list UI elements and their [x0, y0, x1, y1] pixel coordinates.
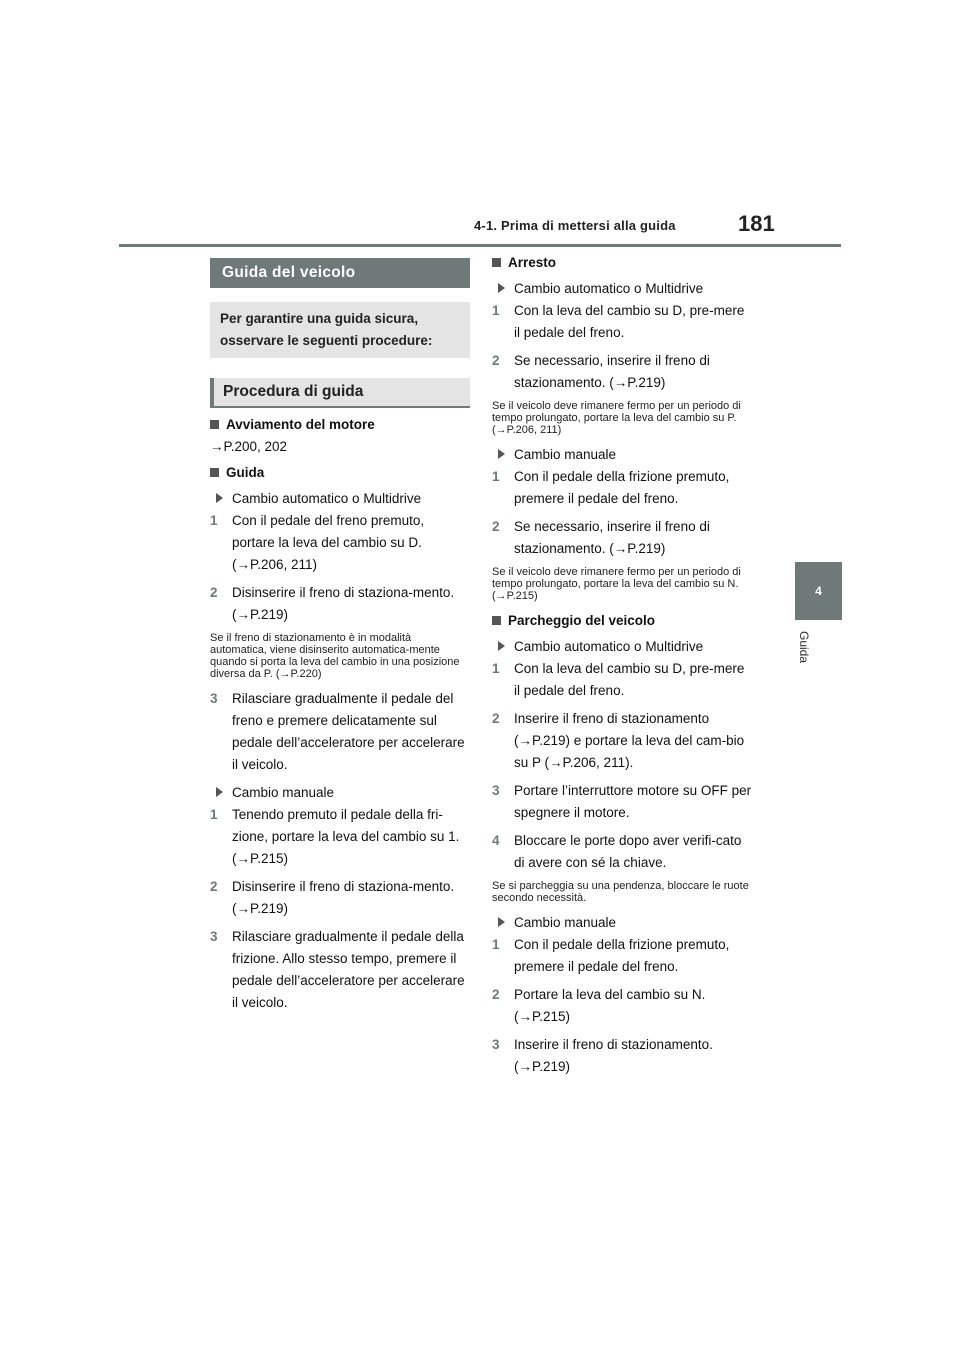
intro-box: Per garantire una guida sicura, osservare le seguenti procedure: — [210, 302, 470, 358]
step: 1 Con il pedale della frizione premuto, premere il pedale del freno. — [492, 937, 730, 974]
triangle-bullet-icon — [498, 283, 505, 293]
page-number: 181 — [738, 211, 775, 236]
step: 2 Disinserire il freno di staziona-mento. (→P.219) — [210, 879, 455, 916]
left-column — [210, 258, 470, 1014]
label-manual: Cambio manuale — [492, 912, 752, 934]
triangle-bullet-icon — [216, 493, 223, 503]
triangle-bullet-icon — [498, 641, 505, 651]
sub-heading: Procedura di guida — [210, 378, 470, 408]
step: 4 Bloccare le porte dopo aver verifi-cato di avere con sé la chiave. — [492, 833, 742, 870]
step: 2 Se necessario, inserire il freno di stazionamento. (→P.219) — [492, 519, 710, 556]
chapter-label: Guida — [797, 631, 811, 664]
step: 2 Se necessario, inserire il freno di stazionamento. (→P.219) — [492, 353, 710, 390]
note: Se il veicolo deve rimanere fermo per un periodo di tempo prolungato, portare la leva del cambio su P. (→P.206, 211) — [492, 400, 741, 436]
header-rule — [119, 244, 841, 247]
right-column — [492, 252, 752, 1078]
square-bullet-icon — [210, 420, 219, 429]
ref-avviamento: →P.200, 202 — [210, 439, 288, 454]
step: 3 Inserire il freno di stazionamento. (→P.219) — [492, 1037, 713, 1074]
note: Se il freno di stazionamento è in modalità automatica, viene disinserito automatica-mente quando si porta la leva del cambio in una posizione diversa da P. (→P.220) — [210, 632, 460, 680]
section-title: 4-1. Prima di mettersi alla guida — [474, 218, 676, 233]
heading-avviamento: Avviamento del motore — [210, 414, 470, 436]
step: 1 Con il pedale del freno premuto, portare la leva del cambio su D. (→P.206, 211) — [210, 513, 425, 572]
square-bullet-icon — [210, 468, 219, 477]
triangle-bullet-icon — [498, 449, 505, 459]
step: 1 Tenendo premuto il pedale della fri-zione, portare la leva del cambio su 1. (→P.215) — [210, 807, 460, 866]
step: 3 Portare l’interruttore motore su OFF per spegnere il motore. — [492, 783, 752, 820]
step: 2 Inserire il freno di stazionamento (→P.219) e portare la leva del cam-bio su P (→P.206, 211). — [492, 711, 745, 770]
label-manual: Cambio manuale — [210, 782, 470, 804]
step: 3 Rilasciare gradualmente il pedale della frizione. Allo stesso tempo, premere il pedale dell’acceleratore per accelerare il veicolo. — [210, 929, 465, 1010]
step: 2 Portare la leva del cambio su N. (→P.215) — [492, 987, 706, 1024]
triangle-bullet-icon — [498, 917, 505, 927]
label-auto: Cambio automatico o Multidrive — [210, 488, 470, 510]
triangle-bullet-icon — [216, 787, 223, 797]
step: 1 Con la leva del cambio su D, pre-mere il pedale del freno. — [492, 661, 745, 698]
step: 3 Rilasciare gradualmente il pedale del freno e premere delicatamente sul pedale dell’acceleratore per accelerare il veicolo. — [210, 691, 465, 772]
square-bullet-icon — [492, 258, 501, 267]
heading-guida: Guida — [210, 462, 470, 484]
label-manual: Cambio manuale — [492, 444, 752, 466]
note: Se si parcheggia su una pendenza, bloccare le ruote secondo necessità. — [492, 880, 749, 904]
note: Se il veicolo deve rimanere fermo per un periodo di tempo prolungato, portare la leva del cambio su N. (→P.215) — [492, 566, 741, 602]
chapter-tab: 4 — [795, 562, 842, 620]
label-auto: Cambio automatico o Multidrive — [492, 278, 752, 300]
heading-parcheggio: Parcheggio del veicolo — [492, 610, 752, 632]
step: 1 Con il pedale della frizione premuto, premere il pedale del freno. — [492, 469, 730, 506]
section-bar: Guida del veicolo — [210, 258, 470, 288]
step: 2 Disinserire il freno di staziona-mento. (→P.219) — [210, 585, 455, 622]
label-auto: Cambio automatico o Multidrive — [492, 636, 752, 658]
step: 1 Con la leva del cambio su D, pre-mere il pedale del freno. — [492, 303, 745, 340]
heading-arresto: Arresto — [492, 252, 752, 274]
square-bullet-icon — [492, 616, 501, 625]
